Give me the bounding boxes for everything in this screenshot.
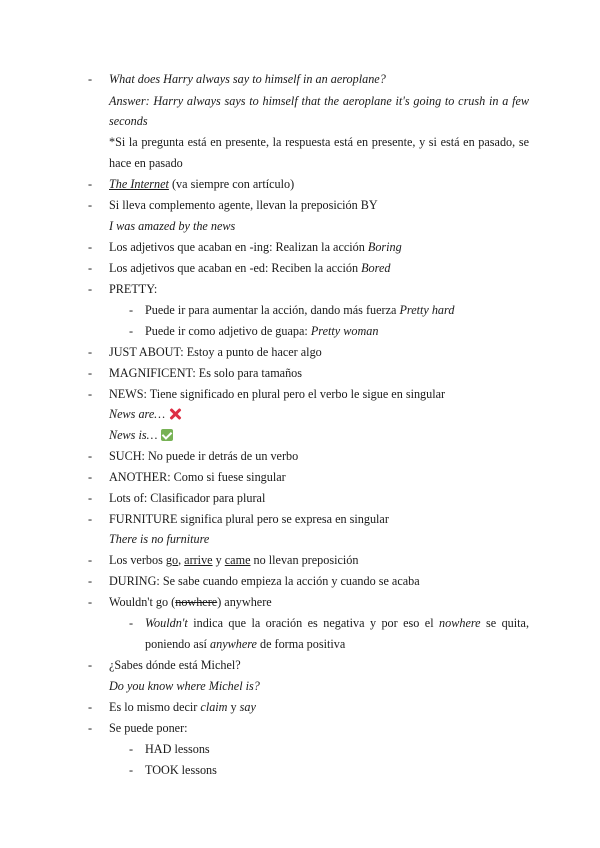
news-right-text: News is… xyxy=(109,428,158,442)
answer-line-1: Answer: Harry always says to himself that the aeroplane it's going to crush in a few xyxy=(109,94,529,108)
claim-y: y xyxy=(227,700,240,714)
bullet-dash: - xyxy=(88,449,93,463)
bullet-dash: - xyxy=(88,282,93,296)
wouldnt-item xyxy=(109,595,272,610)
pretty-sub-1-text: Puede ir para aumentar la acción, dando más fuerza xyxy=(145,303,400,317)
bullet-dash: - xyxy=(88,261,93,275)
verbs-comma: , xyxy=(178,553,185,567)
bullet-dash: - xyxy=(88,512,93,526)
news-item: NEWS: Tiene significado en plural pero el verbo le sigue en singular xyxy=(109,387,446,401)
bullet-dash: - xyxy=(88,345,93,359)
pretty-sub-2 xyxy=(145,324,378,339)
internet-word: The Internet xyxy=(109,177,169,191)
verbs-item xyxy=(109,553,358,568)
wouldnt-sub-mid: indica que la oración es negativa y por eso el xyxy=(187,616,440,630)
bullet-dash: - xyxy=(88,700,93,714)
had-lessons: HAD lessons xyxy=(145,742,210,756)
news-wrong-text: News are… xyxy=(109,407,166,421)
wouldnt-sub-line-1 xyxy=(145,616,529,631)
bullet-dash: - xyxy=(88,366,93,380)
bullet-dash: - xyxy=(88,72,93,86)
sub-bullet-dash: - xyxy=(129,742,134,756)
pretty-sub-2-text: Puede ir como adjetivo de guapa: xyxy=(145,324,311,338)
verbs-text-b: no llevan preposición xyxy=(250,553,359,567)
bullet-dash: - xyxy=(88,198,93,212)
bullet-dash: - xyxy=(88,553,93,567)
claim-text: Es lo mismo decir xyxy=(109,700,201,714)
sabes-item: ¿Sabes dónde está Michel? xyxy=(109,658,241,672)
verbs-y: y xyxy=(212,553,225,567)
pretty-sub-1-example: Pretty hard xyxy=(399,303,455,317)
magnificent-item: MAGNIFICENT: Es solo para tamaños xyxy=(109,366,303,380)
bullet-dash: - xyxy=(88,574,93,588)
internet-note: (va siempre con artículo) xyxy=(168,177,295,191)
took-lessons: TOOK lessons xyxy=(145,763,217,777)
pretty-sub-2-example: Pretty woman xyxy=(310,324,379,338)
se-puede-item: Se puede poner: xyxy=(109,721,188,735)
bullet-dash: - xyxy=(88,595,93,609)
say-word: say xyxy=(239,700,256,714)
wouldnt-sub2-a: poniendo así xyxy=(145,637,210,651)
furniture-item: FURNITURE significa plural pero se expresa en singular xyxy=(109,512,389,526)
verb-go: go xyxy=(165,553,179,567)
bullet-dash: - xyxy=(88,721,93,735)
cross-mark-icon xyxy=(169,408,181,420)
such-item: SUCH: No puede ir detrás de un verbo xyxy=(109,449,299,463)
sabes-example: Do you know where Michel is? xyxy=(109,679,260,693)
another-item: ANOTHER: Como si fuese singular xyxy=(109,470,286,484)
sub-bullet-dash: - xyxy=(129,763,134,777)
pretty-item: PRETTY: xyxy=(109,282,158,296)
note-line-1: *Si la pregunta está en presente, la respuesta está en presente, y si está en pasado, se xyxy=(109,135,529,149)
verbs-text-a: Los verbos xyxy=(109,553,166,567)
furniture-example: There is no furniture xyxy=(109,532,210,546)
verb-came: came xyxy=(224,553,251,567)
by-example: I was amazed by the news xyxy=(109,219,236,233)
note-line-2: hace en pasado xyxy=(109,156,183,170)
sub-bullet-dash: - xyxy=(129,303,134,317)
wouldnt-sub2-b: de forma positiva xyxy=(256,637,346,651)
sub-bullet-dash: - xyxy=(129,324,134,338)
ing-item xyxy=(109,240,402,255)
internet-item xyxy=(109,177,294,192)
ed-example: Bored xyxy=(361,261,391,275)
during-item: DURING: Se sabe cuando empieza la acción y cuando se acaba xyxy=(109,574,420,588)
answer-line-2: seconds xyxy=(109,114,148,128)
ing-example: Boring xyxy=(367,240,402,254)
wouldnt-text-b: ) anywhere xyxy=(217,595,272,609)
claim-item xyxy=(109,700,256,715)
question-text: What does Harry always say to himself in an aeroplane? xyxy=(109,72,386,86)
bullet-dash: - xyxy=(88,470,93,484)
ing-text: Los adjetivos que acaban en -ing: Realizan la acción xyxy=(109,240,368,254)
bullet-dash: - xyxy=(88,387,93,401)
wouldnt-text-a: Wouldn't go ( xyxy=(109,595,176,609)
lots-of-item: Lots of: Clasificador para plural xyxy=(109,491,266,505)
verb-arrive: arrive xyxy=(184,553,213,567)
wouldnt-sub2-anywhere: anywhere xyxy=(210,637,257,651)
sub-bullet-dash: - xyxy=(129,616,134,630)
pretty-sub-1 xyxy=(145,303,454,318)
news-right-example xyxy=(109,428,173,443)
claim-word: claim xyxy=(200,700,228,714)
wouldnt-sub-line-2 xyxy=(145,637,345,652)
news-wrong-example xyxy=(109,407,181,422)
by-item: Si lleva complemento agente, llevan la preposición BY xyxy=(109,198,378,212)
ed-text: Los adjetivos que acaban en -ed: Reciben la acción xyxy=(109,261,362,275)
bullet-dash: - xyxy=(88,658,93,672)
bullet-dash: - xyxy=(88,491,93,505)
just-about-item: JUST ABOUT: Estoy a punto de hacer algo xyxy=(109,345,322,359)
check-mark-icon xyxy=(161,429,173,441)
ed-item xyxy=(109,261,390,276)
wouldnt-sub-nowhere: nowhere xyxy=(439,616,481,630)
wouldnt-sub-word: Wouldn't xyxy=(145,616,188,630)
wouldnt-sub-end: se quita, xyxy=(480,616,530,630)
bullet-dash: - xyxy=(88,177,93,191)
wouldnt-strike: nowhere xyxy=(175,595,218,609)
bullet-dash: - xyxy=(88,240,93,254)
